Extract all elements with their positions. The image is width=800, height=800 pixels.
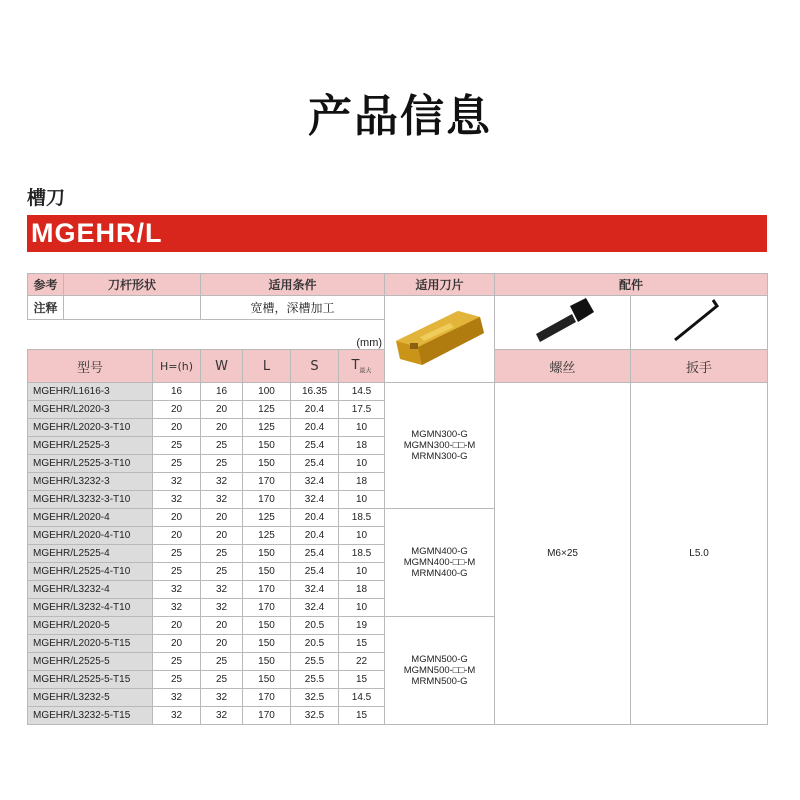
header-accessories: 配件 bbox=[495, 274, 768, 296]
l-cell: 150 bbox=[243, 545, 291, 563]
l-cell: 170 bbox=[243, 473, 291, 491]
w-cell: 25 bbox=[201, 653, 243, 671]
col-s: S bbox=[291, 350, 339, 383]
w-cell: 32 bbox=[201, 689, 243, 707]
col-h: H=(h) bbox=[153, 350, 201, 383]
l-cell: 150 bbox=[243, 437, 291, 455]
page-title: 产品信息 bbox=[308, 91, 492, 142]
model-cell: MGEHR/L1616-3 bbox=[28, 383, 153, 401]
h-cell: 32 bbox=[153, 599, 201, 617]
l-cell: 125 bbox=[243, 527, 291, 545]
l-cell: 100 bbox=[243, 383, 291, 401]
s-cell: 32.4 bbox=[291, 581, 339, 599]
s-cell: 25.4 bbox=[291, 563, 339, 581]
t-cell: 14.5 bbox=[339, 689, 385, 707]
model-cell: MGEHR/L2525-5 bbox=[28, 653, 153, 671]
t-cell: 10 bbox=[339, 455, 385, 473]
blade-model: MGMN300-□□-M bbox=[403, 440, 476, 451]
h-cell: 32 bbox=[153, 491, 201, 509]
s-cell: 20.5 bbox=[291, 617, 339, 635]
s-cell: 20.4 bbox=[291, 419, 339, 437]
model-cell: MGEHR/L3232-4-T10 bbox=[28, 599, 153, 617]
w-cell: 25 bbox=[201, 545, 243, 563]
w-cell: 32 bbox=[201, 581, 243, 599]
col-t-label: T bbox=[351, 357, 360, 373]
col-screw: 螺丝 bbox=[495, 350, 631, 383]
t-cell: 15 bbox=[339, 671, 385, 689]
col-wrench: 扳手 bbox=[631, 350, 768, 383]
l-cell: 125 bbox=[243, 419, 291, 437]
blade-model: MRMN500-G bbox=[411, 676, 468, 687]
model-cell: MGEHR/L3232-3-T10 bbox=[28, 491, 153, 509]
s-cell: 16.35 bbox=[291, 383, 339, 401]
h-cell: 25 bbox=[153, 455, 201, 473]
s-cell: 32.4 bbox=[291, 491, 339, 509]
spec-table bbox=[27, 273, 768, 725]
t-cell: 10 bbox=[339, 563, 385, 581]
h-cell: 20 bbox=[153, 617, 201, 635]
l-cell: 170 bbox=[243, 599, 291, 617]
t-cell: 15 bbox=[339, 707, 385, 725]
model-cell: MGEHR/L3232-4 bbox=[28, 581, 153, 599]
model-cell: MGEHR/L2020-3-T10 bbox=[28, 419, 153, 437]
s-cell: 25.4 bbox=[291, 455, 339, 473]
t-cell: 17.5 bbox=[339, 401, 385, 419]
w-cell: 25 bbox=[201, 671, 243, 689]
model-cell: MGEHR/L2020-3 bbox=[28, 401, 153, 419]
w-cell: 25 bbox=[201, 563, 243, 581]
s-cell: 20.5 bbox=[291, 635, 339, 653]
blade-model: MRMN400-G bbox=[411, 568, 468, 579]
h-cell: 25 bbox=[153, 437, 201, 455]
h-cell: 32 bbox=[153, 707, 201, 725]
w-cell: 32 bbox=[201, 599, 243, 617]
h-cell: 20 bbox=[153, 401, 201, 419]
wrench-image bbox=[631, 296, 768, 350]
model-cell: MGEHR/L2020-5-T15 bbox=[28, 635, 153, 653]
t-cell: 18.5 bbox=[339, 509, 385, 527]
t-cell: 18 bbox=[339, 437, 385, 455]
l-cell: 150 bbox=[243, 617, 291, 635]
l-cell: 125 bbox=[243, 509, 291, 527]
model-cell: MGEHR/L2525-5-T15 bbox=[28, 671, 153, 689]
blade-image bbox=[385, 296, 495, 383]
blade-model: MRMN300-G bbox=[411, 451, 468, 462]
t-cell: 10 bbox=[339, 491, 385, 509]
w-cell: 32 bbox=[201, 707, 243, 725]
model-cell: MGEHR/L3232-5 bbox=[28, 689, 153, 707]
product-code-banner: MGEHR/L bbox=[27, 215, 767, 252]
model-cell: MGEHR/L2020-4-T10 bbox=[28, 527, 153, 545]
model-cell: MGEHR/L3232-5-T15 bbox=[28, 707, 153, 725]
t-cell: 19 bbox=[339, 617, 385, 635]
table-row bbox=[28, 383, 768, 401]
s-cell: 25.5 bbox=[291, 653, 339, 671]
model-cell: MGEHR/L2020-4 bbox=[28, 509, 153, 527]
blade-model: MGMN300-G bbox=[411, 429, 468, 440]
wrench-spec-cell: L5.0 bbox=[631, 383, 768, 725]
h-cell: 20 bbox=[153, 419, 201, 437]
blade-model-cell bbox=[385, 383, 495, 509]
screw-spec-cell: M6×25 bbox=[495, 383, 631, 725]
t-cell: 14.5 bbox=[339, 383, 385, 401]
t-cell: 18.5 bbox=[339, 545, 385, 563]
blade-model-cell bbox=[385, 617, 495, 725]
s-cell: 20.4 bbox=[291, 509, 339, 527]
s-cell: 32.5 bbox=[291, 689, 339, 707]
h-cell: 16 bbox=[153, 383, 201, 401]
t-cell: 18 bbox=[339, 581, 385, 599]
l-cell: 170 bbox=[243, 491, 291, 509]
model-cell: MGEHR/L2525-3 bbox=[28, 437, 153, 455]
l-cell: 125 bbox=[243, 401, 291, 419]
hex-wrench-icon bbox=[669, 296, 729, 346]
header-shape: 刀杆形状 bbox=[64, 274, 201, 296]
l-cell: 150 bbox=[243, 455, 291, 473]
blade-model-cell bbox=[385, 509, 495, 617]
blade-model: MGMN500-□□-M bbox=[403, 665, 476, 676]
h-cell: 32 bbox=[153, 473, 201, 491]
note-label: 注释 bbox=[28, 296, 64, 320]
t-cell: 15 bbox=[339, 635, 385, 653]
blade-model: MGMN400-□□-M bbox=[403, 557, 476, 568]
h-cell: 32 bbox=[153, 581, 201, 599]
s-cell: 25.5 bbox=[291, 671, 339, 689]
l-cell: 150 bbox=[243, 635, 291, 653]
h-cell: 20 bbox=[153, 509, 201, 527]
w-cell: 16 bbox=[201, 383, 243, 401]
l-cell: 170 bbox=[243, 689, 291, 707]
h-cell: 20 bbox=[153, 635, 201, 653]
model-cell: MGEHR/L2020-5 bbox=[28, 617, 153, 635]
s-cell: 32.5 bbox=[291, 707, 339, 725]
h-cell: 20 bbox=[153, 527, 201, 545]
s-cell: 25.4 bbox=[291, 545, 339, 563]
screw-image bbox=[495, 296, 631, 350]
blade-model: MGMN400-G bbox=[411, 546, 468, 557]
s-cell: 25.4 bbox=[291, 437, 339, 455]
l-cell: 150 bbox=[243, 563, 291, 581]
unit-label: (mm) bbox=[356, 337, 383, 349]
s-cell: 20.4 bbox=[291, 401, 339, 419]
w-cell: 20 bbox=[201, 635, 243, 653]
blade-model: MGMN500-G bbox=[411, 654, 468, 665]
t-cell: 22 bbox=[339, 653, 385, 671]
w-cell: 20 bbox=[201, 419, 243, 437]
header-conditions: 适用条件 bbox=[201, 274, 385, 296]
insert-blade-icon bbox=[390, 303, 490, 373]
w-cell: 32 bbox=[201, 491, 243, 509]
model-cell: MGEHR/L2525-4 bbox=[28, 545, 153, 563]
w-cell: 20 bbox=[201, 509, 243, 527]
s-cell: 20.4 bbox=[291, 527, 339, 545]
h-cell: 25 bbox=[153, 563, 201, 581]
model-cell: MGEHR/L2525-3-T10 bbox=[28, 455, 153, 473]
model-cell: MGEHR/L2525-4-T10 bbox=[28, 563, 153, 581]
s-cell: 32.4 bbox=[291, 473, 339, 491]
h-cell: 25 bbox=[153, 671, 201, 689]
l-cell: 150 bbox=[243, 671, 291, 689]
screw-icon bbox=[528, 296, 598, 346]
col-t bbox=[339, 350, 385, 383]
h-cell: 25 bbox=[153, 545, 201, 563]
col-w: W bbox=[201, 350, 243, 383]
section-title: 槽刀 bbox=[27, 187, 66, 209]
t-cell: 10 bbox=[339, 527, 385, 545]
s-cell: 32.4 bbox=[291, 599, 339, 617]
w-cell: 25 bbox=[201, 455, 243, 473]
header-blade: 适用刀片 bbox=[385, 274, 495, 296]
w-cell: 32 bbox=[201, 473, 243, 491]
t-cell: 18 bbox=[339, 473, 385, 491]
col-t-sub: 最大 bbox=[359, 367, 372, 375]
w-cell: 20 bbox=[201, 527, 243, 545]
l-cell: 150 bbox=[243, 653, 291, 671]
h-cell: 32 bbox=[153, 689, 201, 707]
conditions-note: 宽槽，深槽加工 bbox=[201, 296, 385, 320]
t-cell: 10 bbox=[339, 599, 385, 617]
col-l: L bbox=[243, 350, 291, 383]
w-cell: 20 bbox=[201, 401, 243, 419]
model-cell: MGEHR/L3232-3 bbox=[28, 473, 153, 491]
l-cell: 170 bbox=[243, 581, 291, 599]
t-cell: 10 bbox=[339, 419, 385, 437]
col-model: 型号 bbox=[28, 350, 153, 383]
h-cell: 25 bbox=[153, 653, 201, 671]
header-ref: 参考 bbox=[28, 274, 64, 296]
w-cell: 20 bbox=[201, 617, 243, 635]
l-cell: 170 bbox=[243, 707, 291, 725]
shape-cell bbox=[64, 296, 201, 320]
w-cell: 25 bbox=[201, 437, 243, 455]
